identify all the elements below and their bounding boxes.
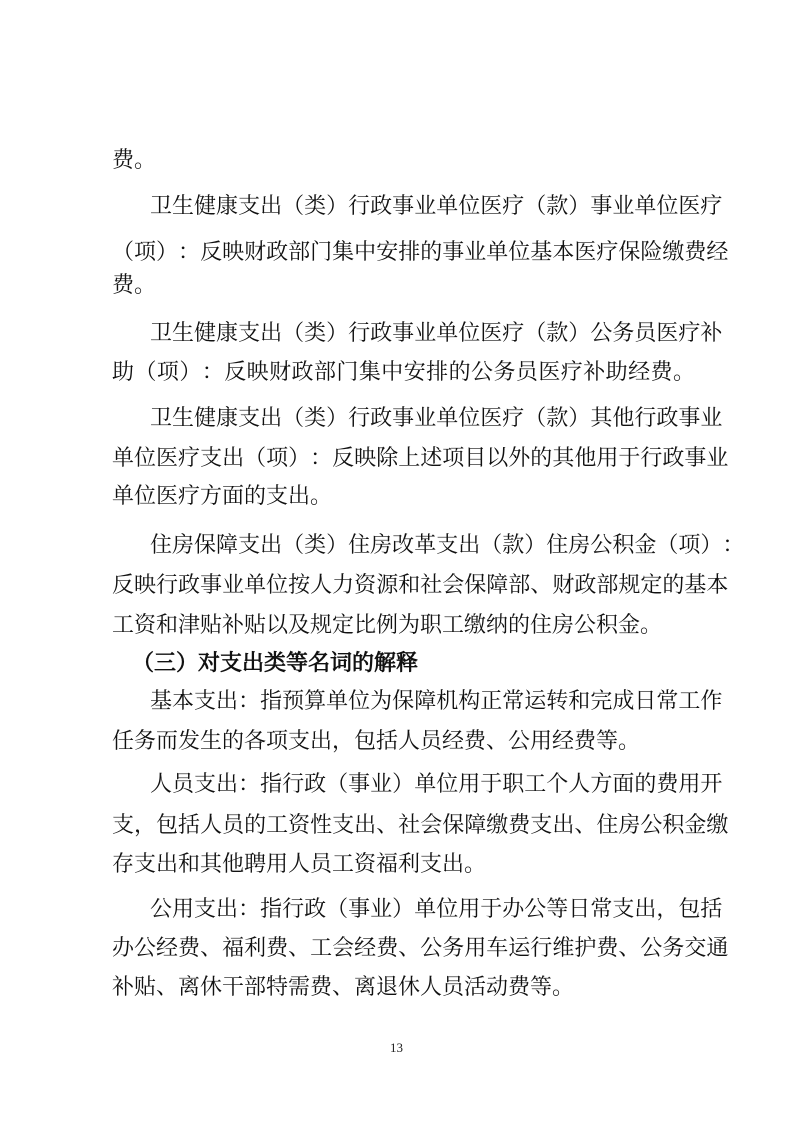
text-line (0, 566, 793, 606)
text-line (0, 526, 793, 566)
line-text: 卫 生 健 康 支 出 （ 类 ） 行 政 事 业 单 位 医 疗 （ 款 ） 公 务 员 医 疗 补 (150, 321, 723, 346)
section-heading (0, 643, 793, 683)
line-text: （三）对支出类等名词的解释 (132, 650, 419, 676)
line-text: （ 项 ） ： 反 映 财 政 部 门 集 中 安 排 的 事 业 单 位 基 本 医 疗 保 险 缴 费 经 (112, 240, 729, 265)
text-line (0, 399, 793, 439)
line-text: 单位医疗方面的支出。 (112, 484, 333, 509)
line-text: 费。 (112, 273, 157, 298)
page-number: 13 (390, 1040, 403, 1055)
line-text: 办 公 经 费 、 福 利 费 、 工 会 经 费 、 公 务 用 车 运 行 维 护 费 、 公 务 交 通 (112, 936, 729, 961)
line-text: 卫 生 健 康 支 出 （ 类 ） 行 政 事 业 单 位 医 疗 （ 款 ） 事 业 单 位 医 疗 (150, 194, 723, 219)
line-text: 存支出和其他聘用人员工资福利支出。 (112, 852, 487, 877)
line-text: 单 位 医 疗 支 出 （ 项 ） ： 反 映 除 上 述 项 目 以 外 的 其 他 用 于 行 政 事 业 (112, 446, 729, 471)
text-line (0, 845, 793, 885)
text-line (0, 606, 793, 646)
text-line (0, 353, 793, 393)
line-text: 公 用 支 出 ： 指 行 政 （ 事 业 ） 单 位 用 于 办 公 等 日 常 支 出 ， 包 括 (150, 897, 723, 922)
line-text: 基 本 支 出 ： 指 预 算 单 位 为 保 障 机 构 正 常 运 转 和 完 成 日 常 工 作 (150, 689, 723, 714)
line-text: 住 房 保 障 支 出 （ 类 ） 住 房 改 革 支 出 （ 款 ） 住 房 公 积 金 （ 项 ） ： (150, 533, 745, 558)
line-text: 人 员 支 出 ： 指 行 政 （ 事 业 ） 单 位 用 于 职 工 个 人 方 面 的 费 用 开 (150, 772, 723, 797)
text-line (0, 187, 793, 227)
line-text: 助 （ 项 ） ： 反 映 财 政 部 门 集 中 安 排 的 公 务 员 医 疗 补 助 经 费 。 (112, 360, 695, 385)
text-line (0, 890, 793, 930)
line-text: 费。 (112, 148, 157, 173)
line-text: 支 ， 包 括 人 员 的 工 资 性 支 出 、 社 会 保 障 缴 费 支 出 、 住 房 公 积 金 缴 (112, 813, 729, 838)
line-text: 补贴、离休干部特需费、离退休人员活动费等。 (112, 975, 575, 1000)
text-line (0, 682, 793, 722)
text-line (0, 806, 793, 846)
text-line (0, 439, 793, 479)
text-line (0, 765, 793, 805)
text-line (0, 722, 793, 762)
line-text: 任务而发生的各项支出，包括人员经费、公用经费等。 (112, 729, 641, 754)
text-line (0, 968, 793, 1008)
line-text: 反 映 行 政 事 业 单 位 按 人 力 资 源 和 社 会 保 障 部 、 财 政 部 规 定 的 基 本 (112, 573, 729, 598)
text-line (0, 141, 793, 181)
text-line (0, 266, 793, 306)
line-text: 卫 生 健 康 支 出 （ 类 ） 行 政 事 业 单 位 医 疗 （ 款 ） 其 他 行 政 事 业 (150, 406, 723, 431)
text-line (0, 314, 793, 354)
text-line (0, 477, 793, 517)
line-text: 工资和津贴补贴以及规定比例为职工缴纳的住房公积金。 (112, 613, 663, 638)
text-line (0, 929, 793, 969)
